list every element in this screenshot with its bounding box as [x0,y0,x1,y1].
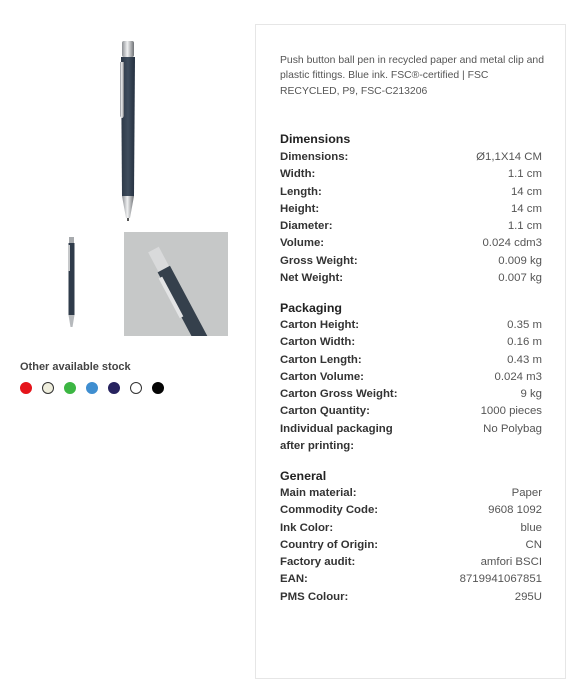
dimensions-title: Dimensions [280,132,351,146]
product-description: Push button ball pen in recycled paper and metal clip and plastic fittings. Blue ink. FSC®-certified | FSC RECYCLED, P9, FSC-C213206 [280,55,544,97]
color-swatch-red[interactable] [20,382,32,394]
spec-label: Carton Quantity: [280,405,370,418]
general-row [280,589,542,606]
packaging-row [280,317,542,334]
spec-label: Commodity Code: [280,504,379,517]
general-row [280,520,542,537]
spec-value: 1.1 cm [507,220,542,233]
dimensions-row [280,149,542,166]
spec-label: Width: [280,168,316,181]
spec-label: Length: [280,185,322,198]
packaging-row [280,352,542,369]
spec-value: 0.024 m3 [494,370,542,383]
spec-label: Volume: [280,237,325,250]
spec-value: 0.009 kg [498,254,542,267]
spec-value: 9608 1092 [488,504,542,517]
spec-label: Carton Volume: [280,370,364,383]
spec-label: Individual packaging after printing: [280,422,393,453]
packaging-row [280,386,542,403]
dimensions-row [280,253,542,270]
spec-label: PMS Colour: [280,590,349,603]
general-row [280,485,542,502]
color-swatch-light-blue[interactable] [86,382,98,394]
spec-label: EAN: [280,573,308,586]
spec-value: 1000 pieces [480,405,542,418]
color-swatch-green[interactable] [64,382,76,394]
spec-value: blue [520,521,542,534]
spec-label: Ink Color: [280,521,334,534]
general-row [280,571,542,588]
general-row [280,554,542,571]
dimensions-list [280,149,542,287]
dimensions-row [280,270,542,287]
packaging-row [280,334,542,351]
other-stock-title: Other available stock [20,361,131,373]
spec-value: 0.007 kg [498,272,542,285]
spec-panel [255,24,566,679]
spec-label: Diameter: [280,220,333,233]
pen-image [90,38,166,224]
spec-label: Carton Gross Weight: [280,388,398,401]
packaging-row [280,403,542,420]
spec-value: 0.35 m [507,319,542,331]
pen-closeup-image [124,232,228,336]
spec-label: Dimensions: [280,151,349,163]
spec-label: Main material: [280,487,357,499]
spec-value: 9 kg [520,388,542,401]
spec-value: 1.1 cm [507,168,542,181]
spec-value: 8719941067851 [459,573,542,586]
color-swatch-white[interactable] [130,382,142,394]
spec-value: CN [525,538,542,551]
packaging-row [280,369,542,386]
spec-value: 14 cm [510,185,542,198]
general-title: General [280,469,327,483]
product-main-image[interactable] [90,38,166,224]
color-swatches [20,382,164,394]
spec-label: Factory audit: [280,556,356,569]
pen-thumbnail-image [20,232,124,336]
spec-value: Ø1,1X14 CM [476,151,542,163]
spec-value: Paper [511,487,542,499]
packaging-title: Packaging [280,301,342,315]
general-list [280,485,542,606]
spec-value: 14 cm [510,202,542,215]
thumbnail-pen-closeup[interactable] [124,232,228,336]
dimensions-row [280,201,542,218]
color-swatch-black[interactable] [152,382,164,394]
spec-label: Country of Origin: [280,538,379,551]
spec-label: Net Weight: [280,272,344,285]
spec-label: Carton Width: [280,336,356,349]
dimensions-row [280,184,542,201]
general-row [280,537,542,554]
packaging-list [280,317,542,455]
dimensions-row [280,218,542,235]
spec-label: Carton Height: [280,319,360,331]
dimensions-row [280,235,542,252]
spec-label: Carton Length: [280,353,362,366]
spec-label: Height: [280,202,320,215]
spec-label: Gross Weight: [280,254,358,267]
spec-value: amfori BSCI [480,556,542,569]
color-swatch-beige[interactable] [42,382,54,394]
general-row [280,502,542,519]
thumbnail-pen-full[interactable] [20,232,124,336]
spec-value: No Polybag [483,422,542,435]
spec-value: 0.024 cdm3 [482,237,542,250]
spec-value: 0.43 m [507,353,542,366]
spec-value: 295U [514,590,542,603]
spec-value: 0.16 m [507,336,542,349]
color-swatch-navy[interactable] [108,382,120,394]
packaging-row [280,421,542,456]
dimensions-row [280,166,542,183]
